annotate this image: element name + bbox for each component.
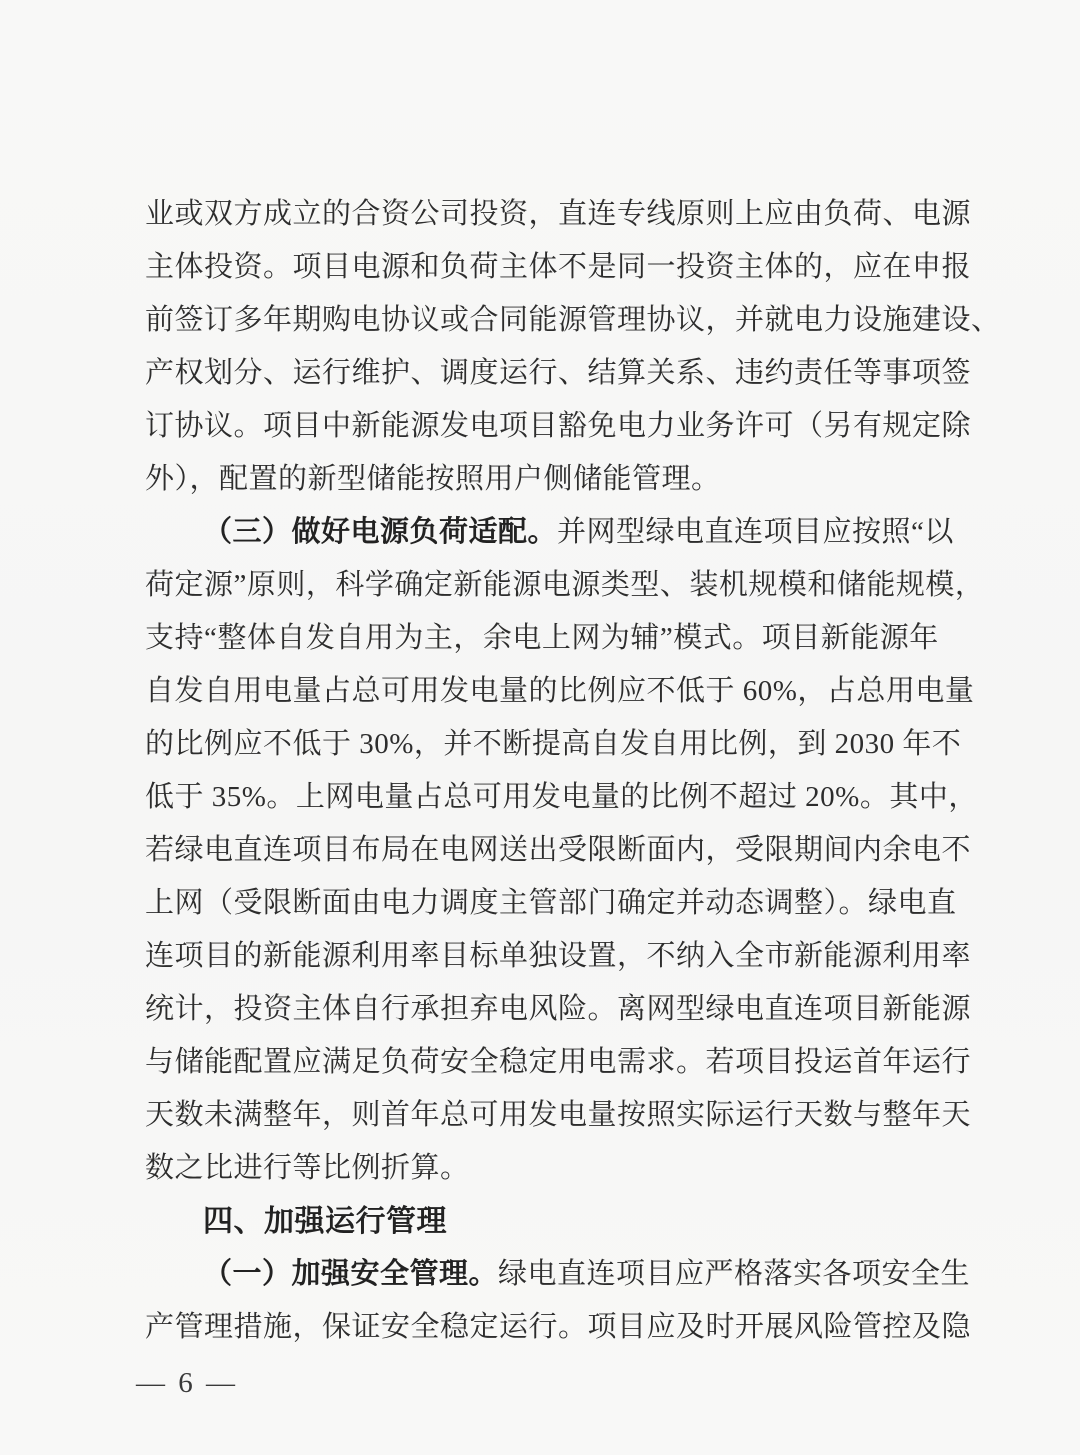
text-line: [145, 824, 972, 877]
body-text: 外），配置的新型储能按照用户侧储能管理。: [145, 463, 721, 495]
body-text: 业或双方成立的合资公司投资，直连专线原则上应由负荷、电源: [145, 198, 972, 230]
body-text: 产管理措施，保证安全稳定运行。项目应及时开展风险管控及隐: [145, 1311, 972, 1343]
text-line: [145, 718, 963, 771]
body-text: 的比例应不低于 30%，并不断提高自发自用比例，到 2030 年不: [145, 728, 962, 760]
text-line: [145, 559, 985, 612]
body-text: 主体投资。项目电源和负荷主体不是同一投资主体的，应在申报: [145, 251, 972, 283]
emphasis-text: （三）做好电源负荷适配。: [203, 516, 558, 548]
text-line: [145, 1036, 972, 1089]
text-line: [145, 453, 963, 506]
text-line: [145, 877, 963, 930]
body-text: 支持“整体自发自用为主，余电上网为辅”模式。项目新能源年: [145, 622, 939, 654]
text-line: [145, 241, 972, 294]
body-text: 绿电直连项目应严格落实各项安全生: [498, 1258, 971, 1290]
page-number: — 6 —: [136, 1367, 238, 1399]
body-text: 自发自用电量占总可用发电量的比例应不低于 60%，占总用电量: [145, 675, 975, 707]
body-text: 荷定源”原则，科学确定新能源电源类型、装机规模和储能规模，: [145, 569, 985, 601]
text-line: [145, 1142, 963, 1195]
body-text: 并网型绿电直连项目应按照“以: [557, 516, 954, 548]
body-text: 数之比进行等比例折算。: [145, 1152, 470, 1184]
text-line: [145, 1301, 972, 1354]
text-line: [145, 347, 972, 400]
document-body: [145, 188, 1001, 1354]
text-line: [145, 665, 975, 718]
text-line: [145, 930, 972, 983]
body-text: 统计，投资主体自行承担弃电风险。离网型绿电直连项目新能源: [145, 993, 972, 1025]
text-line: [145, 294, 1001, 347]
text-line: [145, 506, 963, 559]
body-text: 前签订多年期购电协议或合同能源管理协议，并就电力设施建设、: [145, 304, 1001, 336]
emphasis-text: （一）加强安全管理。: [203, 1258, 499, 1290]
body-text: 天数未满整年，则首年总可用发电量按照实际运行天数与整年天: [145, 1099, 972, 1131]
text-line: [145, 983, 972, 1036]
body-text: 与储能配置应满足负荷安全稳定用电需求。若项目投运首年运行: [145, 1046, 972, 1078]
body-text: 连项目的新能源利用率目标单独设置，不纳入全市新能源利用率: [145, 940, 972, 972]
body-text: 订协议。项目中新能源发电项目豁免电力业务许可（另有规定除: [145, 410, 972, 442]
body-text: 上网（受限断面由电力调度主管部门确定并动态调整）。绿电直: [145, 887, 957, 919]
text-line: [145, 400, 972, 453]
body-text: 产权划分、运行维护、调度运行、结算关系、违约责任等事项签: [145, 357, 972, 389]
body-text: 低于 35%。上网电量占总可用发电量的比例不超过 20%。其中，: [145, 781, 978, 813]
text-line: [145, 188, 972, 241]
section-heading: [145, 1195, 963, 1248]
text-line: [145, 1089, 972, 1142]
text-line: [145, 771, 978, 824]
text-line: [145, 612, 963, 665]
text-line: [145, 1248, 971, 1301]
body-text: 若绿电直连项目布局在电网送出受限断面内，受限期间内余电不: [145, 834, 972, 866]
emphasis-text: 四、加强运行管理: [203, 1205, 447, 1238]
